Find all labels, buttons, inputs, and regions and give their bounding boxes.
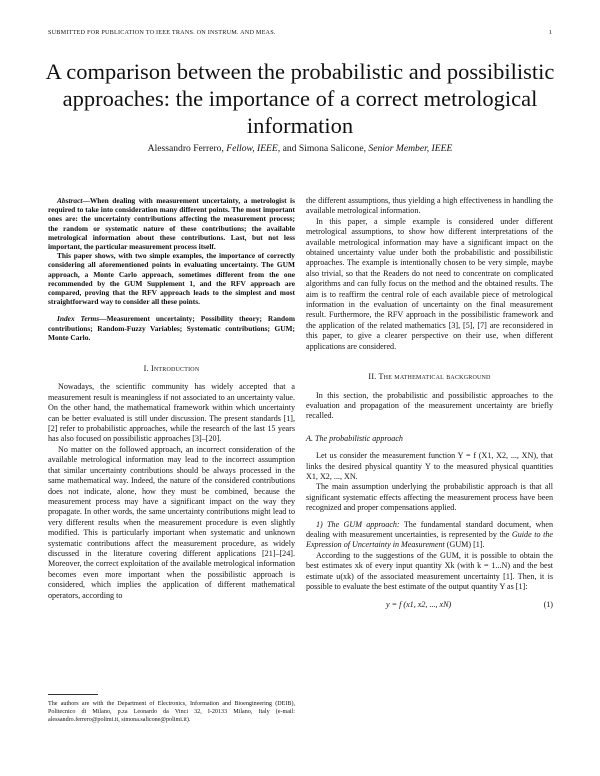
gum-title: Guide to the Expression of Uncertainty in Measurement	[306, 529, 553, 550]
equation-body: y = f (x1, x2, ..., xN)	[386, 600, 452, 610]
author-ferrero-role: Fellow, IEEE,	[226, 143, 281, 154]
subsection-heading-probabilistic: A. The probabilistic approach	[306, 433, 403, 443]
gum-heading: 1) The GUM approach:	[316, 519, 400, 529]
abstract	[48, 196, 295, 342]
left-column	[48, 196, 295, 601]
page-number: 1	[548, 29, 552, 36]
gum-text-b: (GUM) [1].	[444, 540, 485, 550]
gum-paragraph	[306, 520, 553, 551]
intro-paragraph-1: Nowadays, the scientific community has widely accepted that a measurement result is meaningless if not associated to an uncertainty value. On the other hand, the mathematical framework within which uncertainty can be better evaluated is still under discussion. The present standards [1], [2] refer to probabilistic approaches, while the research of the last 15 years has also focused on possibilistic approaches [3]–[20].	[48, 382, 295, 444]
intro-paragraph-2: No matter on the followed approach, an incorrect consideration of the available metrological information may lead to the incorrect assumption that similar uncertainty contributions should be always processed in the same mathematical way. Indeed, the nature of the considered contributions does not indicate, alone, how they must be combined, because the measurement process may have a significant impact on the way they propagate. In other words, the same uncertainty contributions might lead to very different results when the measurement procedure is even slightly modified. This is particularly important when systematic and unknown systematic contributions affect the measurement procedure, as widely discussed in the literature covering different applications [21]–[24]. Moreover, the correct exploitation of the available metrological information becomes even more important when the possibilistic approach is considered, which implies the application of different mathematical operators, according to	[48, 444, 295, 600]
equation-1	[306, 600, 553, 610]
author-conjunction: and	[282, 143, 297, 154]
paper-title: A comparison between the probabilistic and possibilistic approaches: the importance of a correct metrological information	[45, 59, 555, 138]
continued-paragraph: the different assumptions, thus yielding a high effectiveness in handling the available metrological information.	[306, 196, 553, 216]
section2-paragraph: In this section, the probabilistic and possibilistic approaches to the evaluation and propagation of the measurement uncertainty are briefly recalled.	[306, 390, 553, 421]
author-salicone-role: Senior Member, IEEE	[368, 143, 453, 154]
author-line	[40, 143, 560, 154]
section-heading-introduction: I. Introduction	[143, 364, 200, 374]
running-header: SUBMITTED FOR PUBLICATION TO IEEE TRANS. ON INSTRUM. AND MEAS.	[48, 29, 276, 36]
index-terms	[48, 314, 295, 342]
index-terms-text: —Measurement uncertainty; Possibility theory; Random contributions; Random-Fuzzy Variables; Systematic contributions; GUM; Monte Carlo.	[48, 314, 296, 342]
abstract-p2: This paper shows, with two simple examples, the importance of correctly considering all aforementioned points in evaluating uncertainty. The GUM approach, a Monte Carlo approach, sometimes different from the one recommended by the GUM Supplement 1, and the RFV approach are compared, proving that the RFV approach leads to the simplest and most straightforward way to consider all these points.	[48, 251, 295, 307]
right-column	[306, 196, 553, 611]
abstract-p1	[48, 196, 295, 251]
author-ferrero: Alessandro Ferrero,	[147, 143, 224, 154]
author-affiliation-footnote: The authors are with the Department of Electronics, Information and Bioengineering (DEIB), Politecnico di Milano, p.za Leonardo da Vinci 32, I-20133 Milano, Italy (e-mail: alessandro.ferrero@polimi.it, simona.salicone@polimi.it).	[48, 701, 295, 723]
section-heading-mathematical-background: II. The mathematical background	[368, 372, 491, 382]
gum-text-a: The fundamental standard document, when dealing with measurement uncertainties, is represented by the	[306, 519, 553, 539]
paper-aim-paragraph: In this paper, a simple example is considered under different metrological assumptions, to show how different interpretations of the available metrological information may have a significant impact on the obtained uncertainty value under both the probabilistic and possibilistic approaches. The example is intentionally chosen to be very simple, maybe also trivial, so that the Readers do not need to concentrate on complicated algorithms and can fully focus on the method and the obtained results. The aim is to reaffirm the central role of each available piece of metrological information in the evaluation of uncertainty on the final measurement result. Furthermore, the RFV approach in the possibilistic framework and the application of the related mathematics [3], [5], [7] are reconsidered in this paper, to give a clearer perspective on their use, when different applications are considered.	[306, 216, 553, 351]
index-terms-label: Index Terms	[57, 314, 100, 324]
abstract-text-1: —When dealing with measurement uncertainty, a metrologist is required to take into consideration many different points. The most important ones are: the uncertainty contributions affecting the measurement process; the random or systematic nature of these contributions; the available metrological information about these contributions. Last, but not less important, the particular measurement process itself.	[48, 196, 295, 252]
author-salicone: Simona Salicone,	[298, 143, 366, 154]
measurement-function-paragraph: Let us consider the measurement function Y = f (X1, X2, ..., XN), that links the desired physical quantity Y to the measured physical quantities X1, X2, ..., XN.	[306, 451, 553, 481]
equation-number: (1)	[543, 600, 553, 610]
assumption-paragraph: The main assumption underlying the probabilistic approach is that all significant systematic effects affecting the measurement process have been recognized and proper compensations applied.	[306, 482, 553, 513]
gum-estimate-paragraph: According to the suggestions of the GUM, it is possible to obtain the best estimates xk of every input quantity Xk (with k = 1...N) and the best estimate u(xk) of the associated measurement uncertainty [1]. Then, it is possible to evaluate the best estimate of the output quantity Y as [1]:	[306, 550, 553, 591]
abstract-label: Abstract	[57, 196, 83, 205]
footnote-rule	[48, 694, 98, 695]
